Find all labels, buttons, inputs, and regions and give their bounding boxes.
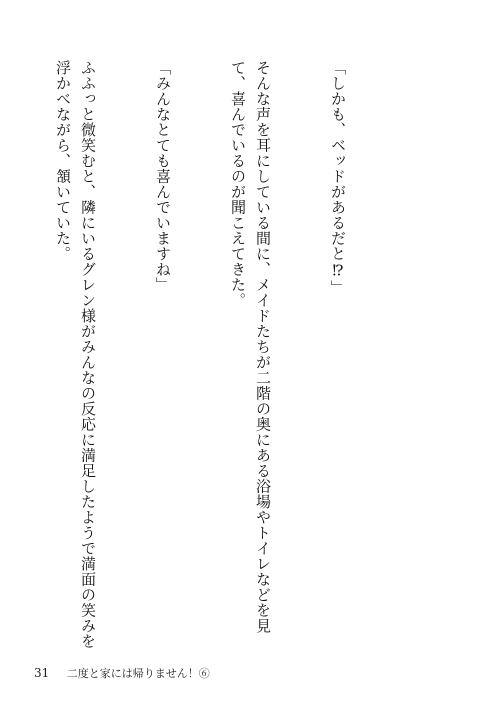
page-number: 31 xyxy=(34,666,50,680)
book-title: 二度と家には帰りません！⑥ xyxy=(66,667,210,680)
paragraph-1: 「しかも、ベッドがあるだと⁉」 xyxy=(329,60,347,296)
paragraph-3: 「みんなとても喜んでいますね」 xyxy=(154,60,172,293)
paragraph-4: ふふっと微笑むと、隣にいるグレン様がみんなの反応に満足したようで満面の笑みを浮かべながら、頷いていた。 xyxy=(54,60,97,649)
paragraph-2: そんな声を耳にしている間に、メイドたちが二階の奥にある浴場やトイレなどを見て、喜んでいるのが聞こえてきた。 xyxy=(229,60,272,634)
page-footer xyxy=(34,666,210,681)
vertical-text-body xyxy=(54,60,400,650)
